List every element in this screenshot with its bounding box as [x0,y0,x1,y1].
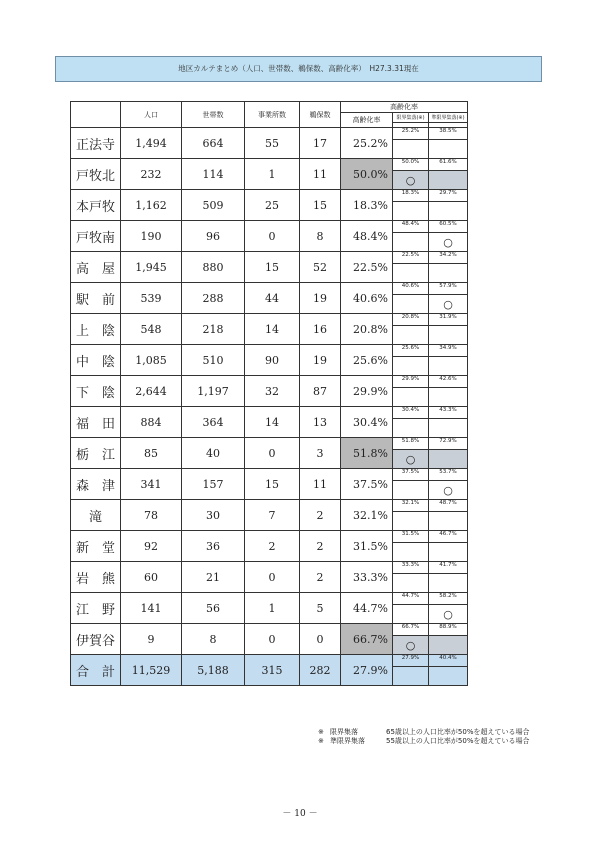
quasi-mark-cell [429,512,468,531]
marginal-mark-cell [393,140,429,159]
marginal-pct-cell: 37.5% [393,469,429,481]
marginal-mark-cell [393,543,429,562]
population-cell: 85 [121,438,182,469]
table-row [71,593,468,605]
offices-cell: 55 [245,128,300,159]
aging-rate-cell: 32.1% [341,500,393,531]
area-cell: 下 陰 [71,376,121,407]
groups-cell: 11 [300,159,341,190]
groups-cell: 5 [300,593,341,624]
groups-cell: 3 [300,438,341,469]
marginal-pct-cell: 50.0% [393,159,429,171]
offices-cell: 44 [245,283,300,314]
offices-cell: 90 [245,345,300,376]
area-cell: 新 堂 [71,531,121,562]
marginal-pct-cell: 22.5% [393,252,429,264]
area-cell: 滝 [71,500,121,531]
table-row [71,252,468,264]
table-row [71,407,468,419]
marginal-mark-cell [393,264,429,283]
marginal-pct-cell: 48.4% [393,221,429,233]
marginal-mark-cell: ○ [393,636,429,655]
area-cell: 戸牧南 [71,221,121,252]
quasi-pct-cell: 60.5% [429,221,468,233]
marginal-mark-cell [393,605,429,624]
area-cell: 栃 江 [71,438,121,469]
marginal-mark-cell [393,388,429,407]
district-summary-table [70,101,468,686]
quasi-mark-cell [429,264,468,283]
marginal-pct-cell: 18.3% [393,190,429,202]
households-cell: 36 [182,531,245,562]
households-cell: 510 [182,345,245,376]
marginal-mark-cell: ○ [393,171,429,190]
offices-cell: 1 [245,593,300,624]
groups-cell: 19 [300,345,341,376]
marginal-mark-cell [393,326,429,345]
area-cell: 戸牧北 [71,159,121,190]
households-cell: 364 [182,407,245,438]
population-cell: 78 [121,500,182,531]
table-row [71,345,468,357]
quasi-pct-cell: 41.7% [429,562,468,574]
header-aging: 高齢化率 [341,102,468,113]
aging-rate-cell: 29.9% [341,376,393,407]
households-cell: 5,188 [182,655,245,686]
households-cell: 21 [182,562,245,593]
aging-rate-cell: 40.6% [341,283,393,314]
quasi-mark-cell: ○ [429,605,468,624]
households-cell: 288 [182,283,245,314]
quasi-pct-cell: 48.7% [429,500,468,512]
quasi-pct-cell: 72.9% [429,438,468,450]
quasi-mark-cell [429,667,468,686]
aging-rate-cell: 66.7% [341,624,393,655]
area-cell: 伊賀谷 [71,624,121,655]
households-cell: 96 [182,221,245,252]
quasi-pct-cell: 42.6% [429,376,468,388]
households-cell: 56 [182,593,245,624]
marginal-mark-cell [393,295,429,314]
quasi-mark-cell [429,388,468,407]
area-cell: 本戸牧 [71,190,121,221]
quasi-pct-cell: 38.5% [429,128,468,140]
population-cell: 190 [121,221,182,252]
aging-rate-cell: 48.4% [341,221,393,252]
households-cell: 30 [182,500,245,531]
households-cell: 40 [182,438,245,469]
area-cell: 駅 前 [71,283,121,314]
population-cell: 60 [121,562,182,593]
table-row [71,283,468,295]
table-row [71,128,468,140]
marginal-mark-cell [393,357,429,376]
aging-rate-cell: 51.8% [341,438,393,469]
area-cell: 合 計 [71,655,121,686]
area-cell: 岩 熊 [71,562,121,593]
population-cell: 11,529 [121,655,182,686]
groups-cell: 13 [300,407,341,438]
offices-cell: 14 [245,314,300,345]
households-cell: 157 [182,469,245,500]
quasi-pct-cell: 88.9% [429,624,468,636]
offices-cell: 15 [245,469,300,500]
aging-rate-cell: 33.3% [341,562,393,593]
area-cell: 高 屋 [71,252,121,283]
quasi-mark-cell: ○ [429,295,468,314]
offices-cell: 7 [245,500,300,531]
quasi-pct-cell: 31.9% [429,314,468,326]
header-offices: 事業所数 [245,102,300,128]
aging-rate-cell: 37.5% [341,469,393,500]
households-cell: 880 [182,252,245,283]
groups-cell: 52 [300,252,341,283]
population-cell: 884 [121,407,182,438]
marginal-pct-cell: 40.6% [393,283,429,295]
area-cell: 正法寺 [71,128,121,159]
footnote-marginal: ※ 限界集落 65歳以上の人口比率が50%を超えている場合 [318,728,530,736]
quasi-mark-cell [429,326,468,345]
table-row [71,531,468,543]
marginal-mark-cell [393,233,429,252]
aging-rate-cell: 44.7% [341,593,393,624]
quasi-mark-cell [429,140,468,159]
footnote-quasi: ※ 準限界集落 55歳以上の人口比率が50%を超えている場合 [318,737,530,745]
total-row [71,655,468,667]
population-cell: 341 [121,469,182,500]
offices-cell: 0 [245,438,300,469]
groups-cell: 282 [300,655,341,686]
groups-cell: 87 [300,376,341,407]
marginal-pct-cell: 32.1% [393,500,429,512]
quasi-pct-cell: 43.3% [429,407,468,419]
quasi-pct-cell: 61.6% [429,159,468,171]
groups-cell: 2 [300,500,341,531]
area-cell: 中 陰 [71,345,121,376]
table-row [71,190,468,202]
population-cell: 548 [121,314,182,345]
groups-cell: 8 [300,221,341,252]
population-cell: 1,494 [121,128,182,159]
quasi-mark-cell [429,543,468,562]
area-cell: 福 田 [71,407,121,438]
marginal-pct-cell: 30.4% [393,407,429,419]
households-cell: 114 [182,159,245,190]
offices-cell: 0 [245,221,300,252]
marginal-mark-cell [393,512,429,531]
header-quasi: 準限界集落(※) [429,113,468,123]
groups-cell: 16 [300,314,341,345]
households-cell: 8 [182,624,245,655]
quasi-mark-cell [429,450,468,469]
quasi-pct-cell: 46.7% [429,531,468,543]
table-row [71,376,468,388]
households-cell: 664 [182,128,245,159]
aging-rate-cell: 50.0% [341,159,393,190]
groups-cell: 0 [300,624,341,655]
groups-cell: 17 [300,128,341,159]
table-row [71,314,468,326]
quasi-pct-cell: 34.2% [429,252,468,264]
population-cell: 9 [121,624,182,655]
marginal-pct-cell: 25.2% [393,128,429,140]
offices-cell: 25 [245,190,300,221]
header-groups: 鵜保数 [300,102,341,128]
marginal-pct-cell: 27.9% [393,655,429,667]
offices-cell: 32 [245,376,300,407]
quasi-pct-cell: 57.9% [429,283,468,295]
marginal-mark-cell [393,667,429,686]
population-cell: 141 [121,593,182,624]
aging-rate-cell: 25.2% [341,128,393,159]
marginal-mark-cell [393,202,429,221]
quasi-pct-cell: 53.7% [429,469,468,481]
offices-cell: 14 [245,407,300,438]
quasi-mark-cell [429,357,468,376]
table-row [71,624,468,636]
population-cell: 92 [121,531,182,562]
groups-cell: 15 [300,190,341,221]
area-cell: 上 陰 [71,314,121,345]
households-cell: 509 [182,190,245,221]
table-row [71,438,468,450]
table-row [71,562,468,574]
quasi-mark-cell [429,171,468,190]
quasi-pct-cell: 58.2% [429,593,468,605]
marginal-mark-cell [393,574,429,593]
quasi-mark-cell [429,419,468,438]
area-cell: 森 津 [71,469,121,500]
offices-cell: 315 [245,655,300,686]
aging-rate-cell: 18.3% [341,190,393,221]
footnotes [318,728,529,746]
quasi-pct-cell: 34.9% [429,345,468,357]
marginal-pct-cell: 31.5% [393,531,429,543]
offices-cell: 15 [245,252,300,283]
households-cell: 218 [182,314,245,345]
aging-rate-cell: 25.6% [341,345,393,376]
groups-cell: 2 [300,562,341,593]
population-cell: 232 [121,159,182,190]
population-cell: 1,085 [121,345,182,376]
quasi-pct-cell: 29.7% [429,190,468,202]
aging-rate-cell: 30.4% [341,407,393,438]
quasi-mark-cell: ○ [429,481,468,500]
offices-cell: 2 [245,531,300,562]
aging-rate-cell: 31.5% [341,531,393,562]
table-row [71,221,468,233]
aging-rate-cell: 27.9% [341,655,393,686]
population-cell: 2,644 [121,376,182,407]
groups-cell: 2 [300,531,341,562]
population-cell: 539 [121,283,182,314]
groups-cell: 19 [300,283,341,314]
quasi-pct-cell: 40.4% [429,655,468,667]
offices-cell: 0 [245,562,300,593]
population-cell: 1,162 [121,190,182,221]
marginal-pct-cell: 25.6% [393,345,429,357]
offices-cell: 1 [245,159,300,190]
marginal-pct-cell: 66.7% [393,624,429,636]
marginal-mark-cell: ○ [393,450,429,469]
aging-rate-cell: 20.8% [341,314,393,345]
offices-cell: 0 [245,624,300,655]
header-population: 人口 [121,102,182,128]
quasi-mark-cell [429,574,468,593]
area-cell: 江 野 [71,593,121,624]
header-aging-rate: 高齢化率 [341,113,393,128]
groups-cell: 11 [300,469,341,500]
page-number: － 10 － [282,809,318,819]
households-cell: 1,197 [182,376,245,407]
document-title: 地区カルテまとめ（人口、世帯数、鵜保数、高齢化率） H27.3.31現在 [55,56,542,82]
aging-rate-cell: 22.5% [341,252,393,283]
marginal-mark-cell [393,419,429,438]
population-cell: 1,945 [121,252,182,283]
marginal-pct-cell: 33.3% [393,562,429,574]
quasi-mark-cell [429,202,468,221]
marginal-pct-cell: 20.8% [393,314,429,326]
header-area [71,102,121,128]
marginal-pct-cell: 44.7% [393,593,429,605]
header-households: 世帯数 [182,102,245,128]
marginal-pct-cell: 51.8% [393,438,429,450]
quasi-mark-cell [429,636,468,655]
header-marginal: 限界集落(※) [393,113,429,123]
table-row [71,159,468,171]
table-row [71,500,468,512]
marginal-mark-cell [393,481,429,500]
table-row [71,469,468,481]
quasi-mark-cell: ○ [429,233,468,252]
marginal-pct-cell: 29.9% [393,376,429,388]
